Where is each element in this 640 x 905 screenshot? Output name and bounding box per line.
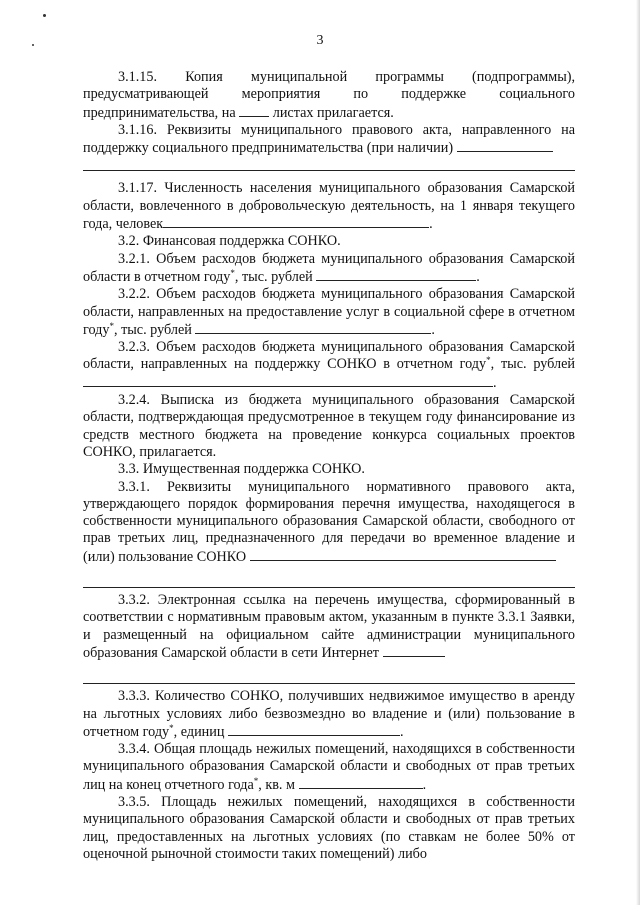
paragraph-3-1-17: 3.1.17. Численность населения муниципального образования Самарской области, вовлеченного в добровольческую деятельность, на 1 января текущего года, человек .: [83, 180, 575, 233]
paragraph-3-1-15: 3.1.15. Копия муниципальной программы (подпрограммы), предусматривающей мероприятия по поддержке социального предпринимательства, на листах прилагается.: [83, 69, 575, 121]
paragraph-3-3: 3.3. Имущественная поддержка СОНКО.: [118, 461, 365, 478]
fill-line[interactable]: [83, 374, 493, 387]
fill-line[interactable]: [239, 104, 269, 117]
paragraph-3-1-16: 3.1.16. Реквизиты муниципального правового акта, направленного на поддержку социального предпринимательства (при наличии): [83, 121, 575, 157]
paragraph-3-2-3: 3.2.3. Объем расходов бюджета муниципального образования Самарской области, направленных на поддержку СОНКО в отчетном году*, тыс. рублей.: [83, 339, 575, 391]
scan-speck: [43, 14, 46, 17]
page-edge-shadow: [636, 0, 640, 905]
paragraph-3-3-2: 3.3.2. Электронная ссылка на перечень имущества, сформированный в соответствии с нормативным правовым актом, указанным в пункте 3.3.1 Заявки, и размещенный на официальном сайте администрации муниципального образования Самарской области в сети Интернет: [83, 592, 575, 661]
fill-line[interactable]: [195, 321, 431, 334]
fill-line-full[interactable]: [83, 574, 575, 588]
fill-line-full[interactable]: [83, 157, 575, 171]
page-number: 3: [316, 33, 324, 48]
fill-line[interactable]: [228, 723, 400, 736]
paragraph-3-2-2: 3.2.2. Объем расходов бюджета муниципального образования Самарской области, направленных на предоставление услуг в социальной сфере в отчетном году*, тыс. рублей .: [83, 286, 575, 338]
paragraph-3-3-3: 3.3.3. Количество СОНКО, получивших недвижимое имущество в аренду на льготных условиях либо безвозмездно во владение и (или) пользование в отчетном году*, единиц .: [83, 688, 575, 740]
fill-line[interactable]: [457, 139, 553, 152]
fill-line[interactable]: [250, 548, 556, 561]
fill-line[interactable]: [163, 215, 429, 228]
paragraph-3-3-1: 3.3.1. Реквизиты муниципального нормативного правового акта, утверждающего порядок формирования перечня имущества, находящегося в собственности муниципального образования Самарской области, свободного от прав третьих лиц, предназначенного для передачи во временное владение и (или) пользование СОНКО: [83, 478, 575, 565]
document-body: [83, 69, 575, 863]
paragraph-3-2-1: 3.2.1. Объем расходов бюджета муниципального образования Самарской области в отчетном году*, тыс. рублей .: [83, 250, 575, 285]
fill-line[interactable]: [383, 644, 445, 657]
paragraph-3-2: 3.2. Финансовая поддержка СОНКО.: [118, 233, 341, 250]
fill-line-full[interactable]: [83, 670, 575, 684]
fill-line[interactable]: [316, 268, 476, 281]
paragraph-3-2-4: 3.2.4. Выписка из бюджета муниципального образования Самарской области, подтверждающая предусмотренное в текущем году финансирование из средств местного бюджета на проведение конкурса социальных проектов СОНКО, прилагается.: [83, 392, 575, 460]
paragraph-3-3-5: 3.3.5. Площадь нежилых помещений, находящихся в собственности муниципального образования Самарской области и свободных от прав третьих лиц, предоставленных на льготных условиях (по ставкам не более 50% от оценочной рыночной стоимости таких помещений) либо: [83, 793, 575, 862]
paragraph-3-3-4: 3.3.4. Общая площадь нежилых помещений, находящихся в собственности муниципального образования Самарской области и свободных от прав третьих лиц на конец отчетного года*, кв. м .: [83, 741, 575, 793]
fill-line[interactable]: [299, 776, 423, 789]
